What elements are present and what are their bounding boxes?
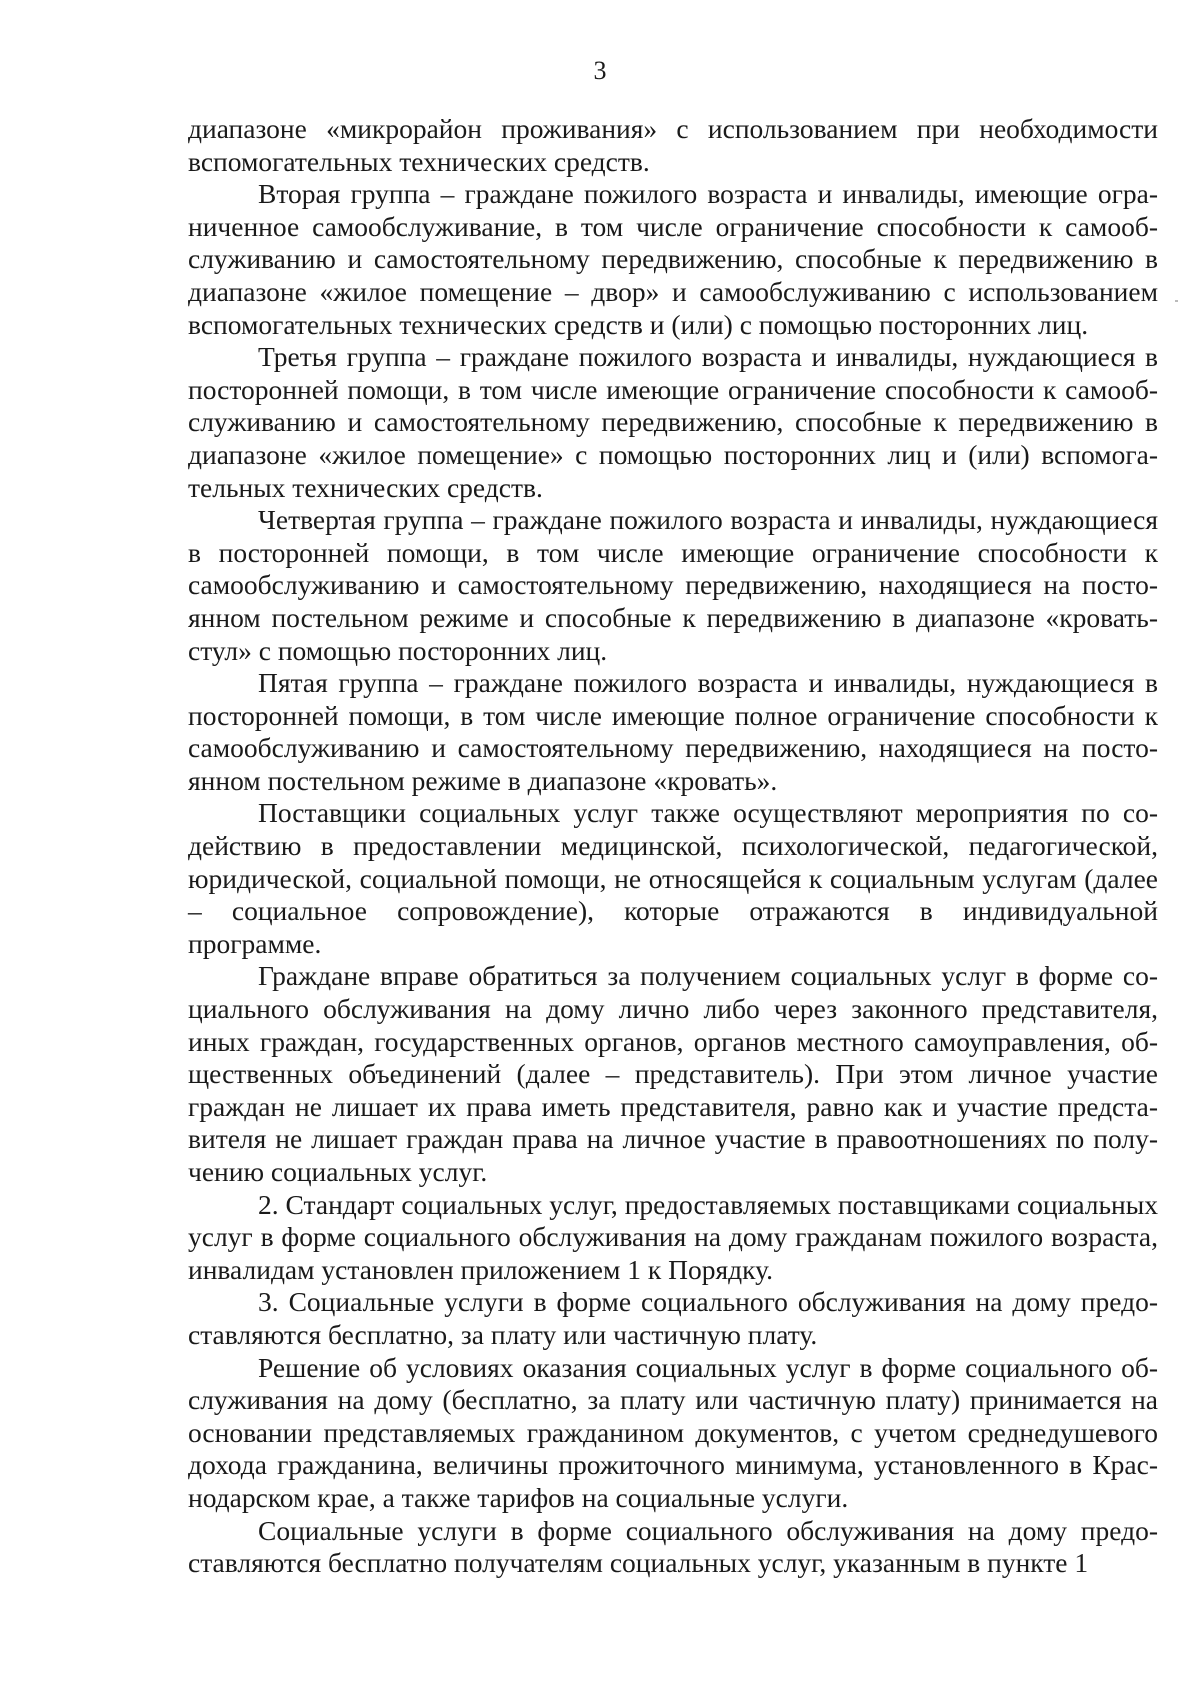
paragraph-fourth-group: Четвертая группа – граждане пожилого возраста и инвалиды, нуждающиеся в посторонней помощи, в том числе имеющие ограничение способности к самообслуживанию и самостоятельному передвижению, находящиеся на постоянном постельном режиме и способные к передвижению в диапазоне «кровать-стул» с помощью посторонних лиц. <box>188 504 1158 666</box>
paragraph-fifth-group: Пятая группа – граждане пожилого возраста и инвалиды, нуждающиеся в посторонней помощи, в том числе имеющие полное ограничение способности к самообслуживанию и самостоятельному передвижению, находящиеся на постоянном постельном режиме в диапазоне «кровать». <box>188 667 1158 796</box>
paragraph-continuation: диапазоне «микрорайон проживания» с использованием при необходимости вспомогательных технических средств. <box>188 113 1158 177</box>
page-number: 3 <box>593 56 607 85</box>
paragraph-item-2-standard: 2. Стандарт социальных услуг, предоставляемых поставщиками социальных услуг в форме социального обслуживания на дому гражданам пожилого возраста, инвалидам установлен приложением 1 к Порядку. <box>188 1188 1158 1285</box>
document-body <box>188 113 1158 1580</box>
paragraph-payment-decision: Решение об условиях оказания социальных услуг в форме социального обслуживания на дому (бесплатно, за плату или частичную плату) принимается на основании представляемых гражданином документов, с учетом среднедушевого дохода гражданина, величины прожиточного минимума, установленного в Краснодарском крае, а также тарифов на социальные услуги. <box>188 1351 1158 1513</box>
paragraph-second-group: Вторая группа – граждане пожилого возраста и инвалиды, имеющие ограниченное самообслуживание, в том числе ограничение способности к самообслуживанию и самостоятельному передвижению, способные к передвижению в диапазоне «жилое помещение – двор» и самообслуживанию с использованием вспомогательных технических средств и (или) с помощью посторонних лиц. <box>188 178 1158 340</box>
paragraph-item-3-payment: 3. Социальные услуги в форме социального обслуживания на дому предоставляются бесплатно, за плату или частичную плату. <box>188 1286 1158 1350</box>
paragraph-third-group: Третья группа – граждане пожилого возраста и инвалиды, нуждающиеся в посторонней помощи, в том числе имеющие ограничение способности к самообслуживанию и самостоятельному передвижению, способные к передвижению в диапазоне «жилое помещение» с помощью посторонних лиц и (или) вспомогательных технических средств. <box>188 341 1158 503</box>
paragraph-representative: Граждане вправе обратиться за получением социальных услуг в форме социального обслуживания на дому лично либо через законного представителя, иных граждан, государственных органов, органов местного самоуправления, общественных объединений (далее – представитель). При этом личное участие граждан не лишает их права иметь представителя, равно как и участие представителя не лишает граждан права на личное участие в правоотношениях по получению социальных услуг. <box>188 960 1158 1187</box>
scan-speck <box>1175 300 1178 302</box>
paragraph-social-support: Поставщики социальных услуг также осуществляют мероприятия по содействию в предоставлении медицинской, психологической, педагогической, юридической, социальной помощи, не относящейся к социальным услугам (далее – социальное сопровождение), которые отражаются в индивидуальной программе. <box>188 797 1158 959</box>
paragraph-free-services: Социальные услуги в форме социального обслуживания на дому предоставляются бесплатно получателям социальных услуг, указанным в пункте 1 <box>188 1514 1158 1579</box>
